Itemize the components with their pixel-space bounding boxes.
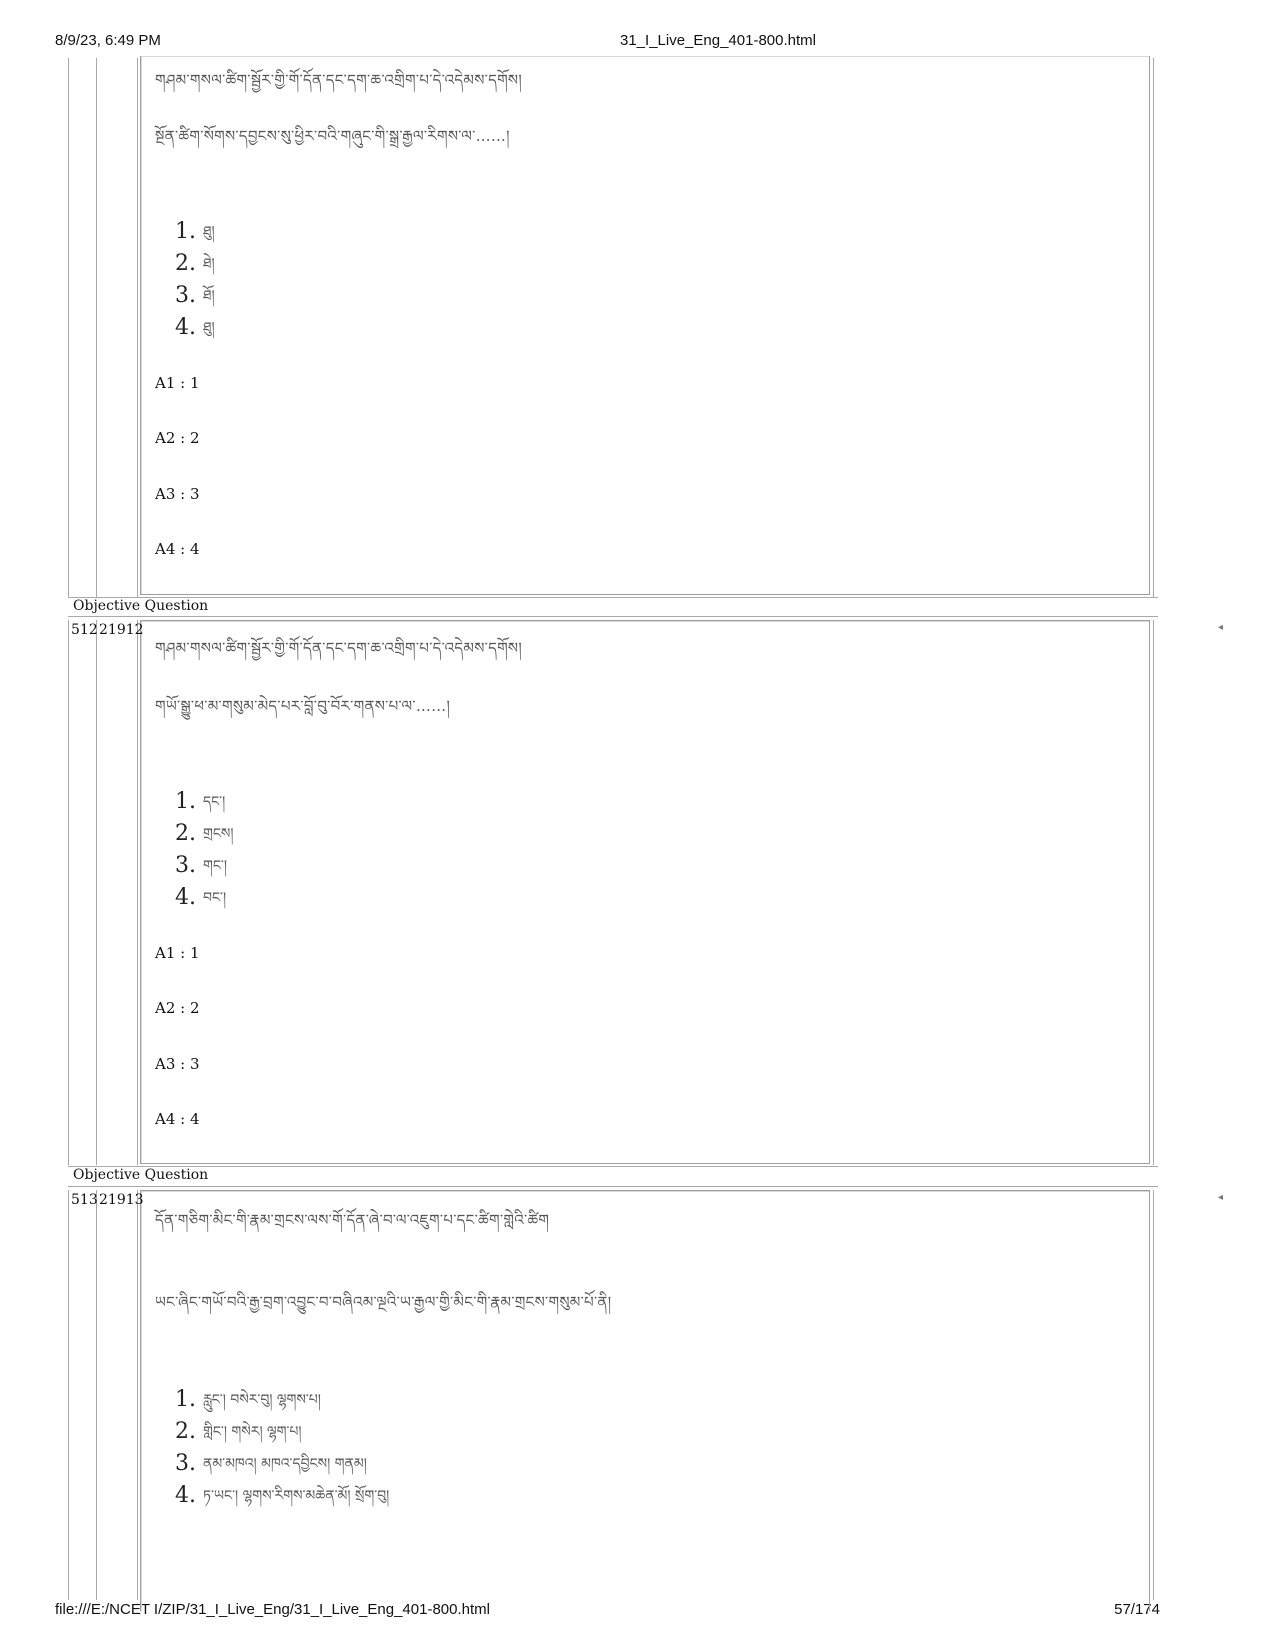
option-item: 3. གང་། bbox=[175, 853, 227, 878]
column-divider bbox=[96, 1190, 97, 1600]
option-list bbox=[175, 786, 234, 914]
answer-a4: A4 : 4 bbox=[155, 540, 200, 558]
table-border-right bbox=[1153, 620, 1154, 1165]
column-divider bbox=[137, 620, 138, 1165]
column-divider bbox=[137, 1190, 138, 1600]
table-border-left bbox=[68, 620, 69, 1165]
print-header bbox=[0, 32, 1275, 52]
option-item: 1. དང་། bbox=[175, 789, 226, 814]
option-list bbox=[175, 216, 215, 344]
question-serial: 513 bbox=[71, 1192, 98, 1208]
question-instruction: གཤམ་གསལ་ཚིག་སྦྱོར་གྱི་གོ་དོན་དང་དག་ཆ་འགྲིག་པ་དེ་འདེམས་དགོས། bbox=[155, 639, 522, 657]
table-border-right bbox=[1153, 58, 1154, 598]
scroll-edge-marker: ◂ bbox=[1218, 1192, 1224, 1203]
page-number: 57/174 bbox=[1114, 1601, 1160, 1618]
row-divider bbox=[68, 616, 1158, 617]
answer-a1: A1 : 1 bbox=[155, 374, 200, 392]
table-border-left bbox=[68, 1190, 69, 1600]
answer-a4: A4 : 4 bbox=[155, 1110, 200, 1128]
column-divider bbox=[96, 620, 97, 1165]
option-item: 4. ཐུ། bbox=[175, 315, 215, 340]
option-item: 4. བང་། bbox=[175, 885, 227, 910]
scroll-edge-marker: ◂ bbox=[1218, 622, 1224, 633]
option-item: 1. རླུང་། བསེར་བུ། ལྷགས་པ། bbox=[175, 1387, 321, 1412]
question-instruction: དོན་གཅིག་མིང་གི་རྣམ་གྲངས་ལས་གོ་དོན་ཞེ་བ་ལ་འཇུག་པ་དང་ཚིག་གླེའི་ཚིག bbox=[155, 1211, 550, 1229]
column-divider bbox=[96, 58, 97, 598]
question-prompt: གཡོ་སྒྱུ་ཕ་མ་གསུམ་མེད་པར་བློ་བུ་བོར་གནས་པ་ལ་……། bbox=[155, 697, 451, 715]
row-divider bbox=[68, 597, 1158, 598]
option-item: 3. ནམ་མཁའ། མཁའ་དབྱིངས། གནམ། bbox=[175, 1451, 367, 1476]
row-divider bbox=[68, 1186, 1158, 1187]
answer-a2: A2 : 2 bbox=[155, 999, 200, 1017]
table-border-left bbox=[68, 58, 69, 598]
document-title: 31_I_Live_Eng_401-800.html bbox=[620, 32, 816, 49]
question-type-label: Objective Question bbox=[73, 598, 209, 614]
option-item: 2. གླིང་། གསེར། ལྷག་པ། bbox=[175, 1419, 302, 1444]
answer-a3: A3 : 3 bbox=[155, 485, 200, 503]
question-prompt: ཡང་ཞིང་གཡོ་བའི་རྒྱ་བྲག་འབྱུང་བ་བཞིའམ་ལྔའི་ཡ་རྒྱལ་གྱི་མིང་གི་རྣམ་གྲངས་གསུམ་པོ་ནི། bbox=[155, 1293, 612, 1311]
question-serial: 512 bbox=[71, 622, 98, 638]
option-item: 2. གྲངས། bbox=[175, 821, 234, 846]
answer-a1: A1 : 1 bbox=[155, 944, 200, 962]
print-datetime: 8/9/23, 6:49 PM bbox=[55, 32, 161, 49]
answer-a3: A3 : 3 bbox=[155, 1055, 200, 1073]
file-path: file:///E:/NCET I/ZIP/31_I_Live_Eng/31_I_Live_Eng_401-800.html bbox=[55, 1601, 490, 1618]
option-list bbox=[175, 1384, 389, 1512]
option-item: 4. ཏ་ཡང་། ལྷགས་རིགས་མཆེན་མོ། སྲོག་བུ། bbox=[175, 1483, 390, 1508]
question-id: 21913 bbox=[99, 1192, 144, 1208]
option-item: 1. ཐུ། bbox=[175, 219, 215, 244]
answer-a2: A2 : 2 bbox=[155, 429, 200, 447]
table-border-right bbox=[1153, 1190, 1154, 1600]
column-divider bbox=[137, 58, 138, 598]
option-item: 2. ཐེ། bbox=[175, 251, 215, 276]
row-divider bbox=[68, 1166, 1158, 1167]
question-id: 21912 bbox=[99, 622, 144, 638]
question-instruction: གཤམ་གསལ་ཚིག་སྦྱོར་གྱི་གོ་དོན་དང་དག་ཆ་འགྲིག་པ་དེ་འདེམས་དགོས། bbox=[155, 71, 522, 89]
question-prompt: སྔོན་ཚིག་སོགས་དབྱངས་སུ་ཕྱིར་བའི་གཞུང་གི་སྒྲ་རྒྱལ་རིགས་ལ་……། bbox=[155, 127, 510, 145]
question-type-label: Objective Question bbox=[73, 1167, 209, 1183]
option-item: 3. ཐོ། bbox=[175, 283, 215, 308]
